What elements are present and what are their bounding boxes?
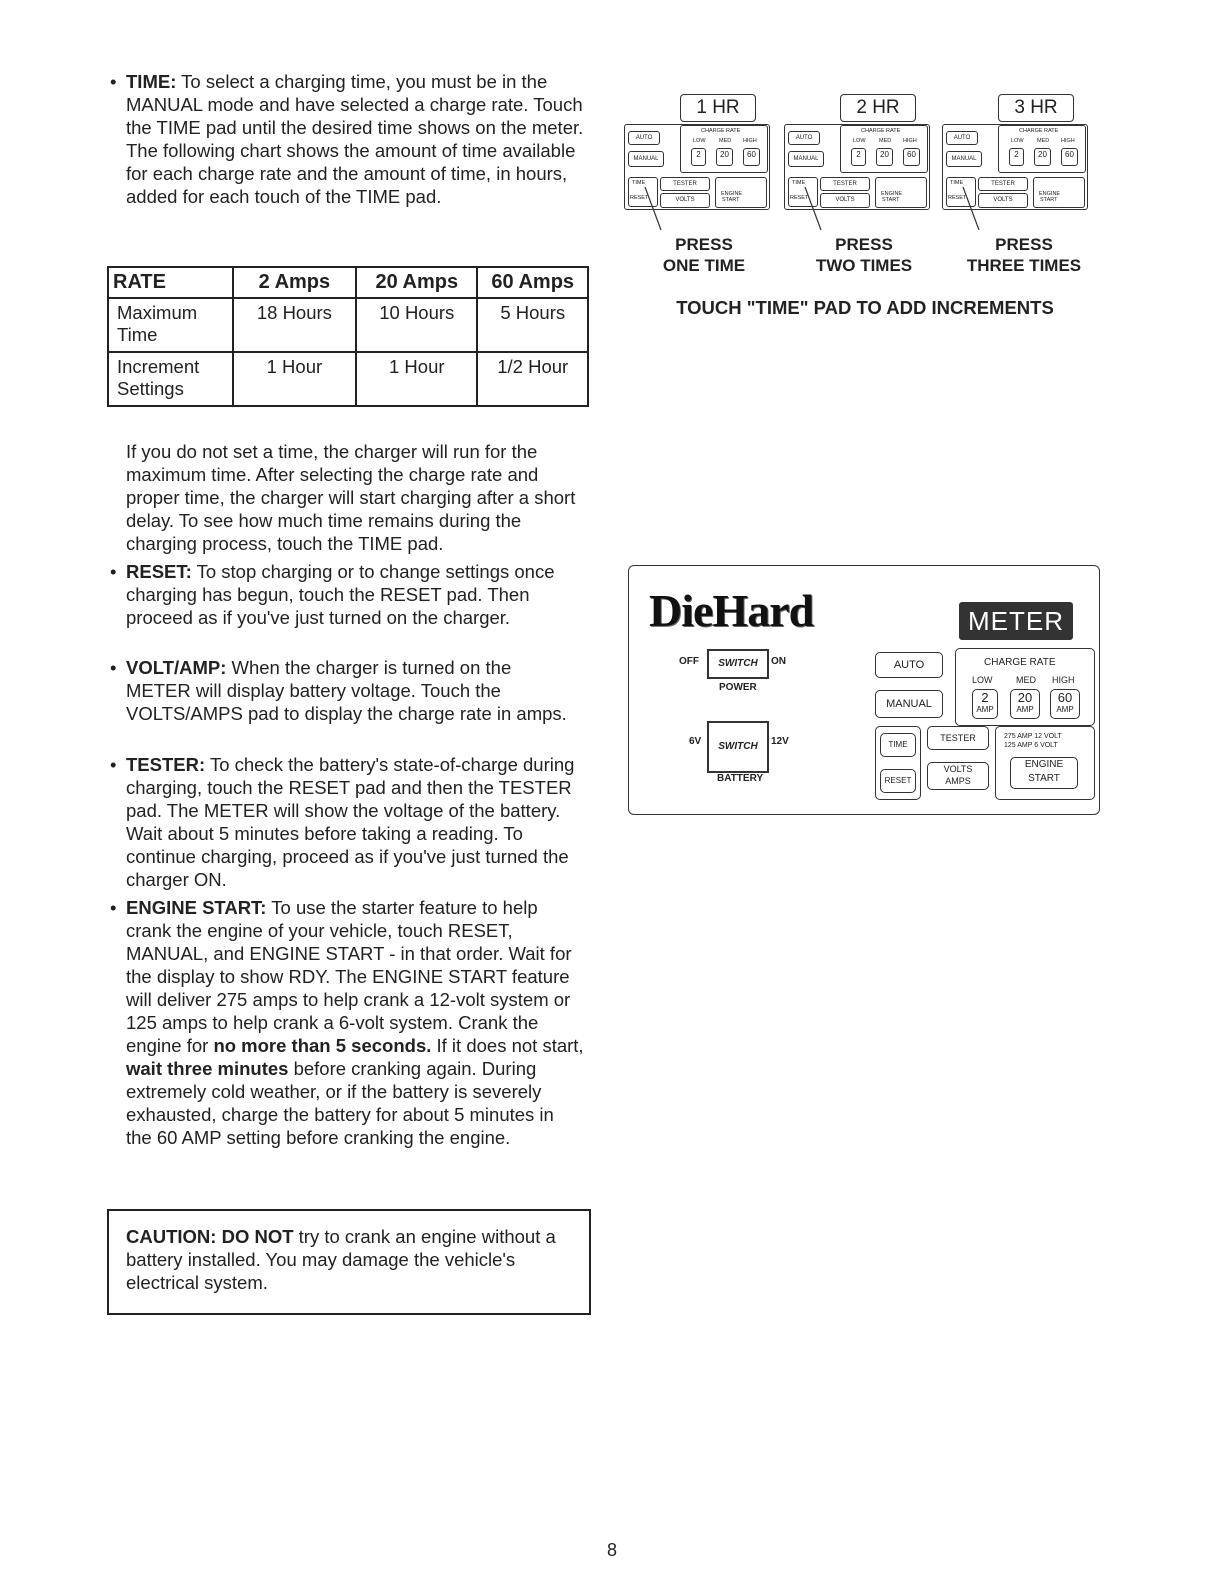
manual-pad[interactable]: MANUAL: [875, 690, 943, 718]
mini-engine-label: ENGINE: [1039, 191, 1061, 197]
mini-charge-rate-label: CHARGE RATE: [701, 128, 741, 134]
hour-display: 2 HR: [840, 94, 916, 122]
rate-20-pad[interactable]: [1010, 689, 1040, 719]
engine-warning: no more than 5 seconds.: [213, 1035, 432, 1056]
voltamp-heading: VOLT/AMP:: [126, 657, 227, 678]
amps-label: AMPS: [945, 776, 971, 786]
press-count: THREE TIMES: [966, 256, 1082, 275]
mini-panel-2: [784, 94, 930, 208]
rate-2-value: 2: [981, 690, 989, 705]
caution-emphasis: DO NOT: [221, 1226, 294, 1247]
mini-low: LOW: [853, 138, 866, 144]
mini-time-label: TIME: [950, 180, 964, 186]
mini-time-label: TIME: [792, 180, 806, 186]
mini-volts-pad: VOLTS: [660, 193, 710, 208]
rate-2-unit: AMP: [976, 705, 994, 714]
power-switch[interactable]: SWITCH: [707, 649, 769, 679]
bullet-icon: •: [110, 561, 117, 582]
press-count: TWO TIMES: [815, 256, 913, 275]
table-cell: 1 Hour: [233, 352, 356, 406]
voltamp-text: When the charger is turned on the METER will display battery voltage. Touch the VOLTS/AMPS pad to display the charge rate in amps.: [126, 657, 567, 724]
mini-rate-60: 60: [903, 148, 920, 166]
tester-text: To check the battery's state-of-charge during charging, touch the RESET pad and then the TESTER pad. The METER will show the voltage of the battery. Wait about 5 minutes before taking a reading. To continue charging, proceed as if you've just turned the charger ON.: [126, 754, 575, 890]
hour-display: 3 HR: [998, 94, 1074, 122]
caution-box: [107, 1209, 591, 1315]
header-cell: 2 Amps: [233, 267, 356, 298]
mini-med: MED: [879, 138, 892, 144]
table-row: [108, 352, 588, 406]
mini-med: MED: [1037, 138, 1050, 144]
engine-275-label: 275 AMP 12 VOLT: [1004, 733, 1062, 740]
diehard-logo: DieHard: [649, 585, 814, 636]
power-label: POWER: [719, 682, 757, 693]
pointer-line: [943, 125, 1087, 235]
table-cell: 10 Hours: [356, 298, 477, 352]
time-text: To select a charging time, you must be in the MANUAL mode and have selected a charge rate. Touch the TIME pad until the desired time shows on the meter. The following chart shows the amount of time available for each charge rate and the amount of time, in hours, added for each touch of the TIME pad.: [126, 71, 584, 207]
battery-switch[interactable]: SWITCH: [707, 721, 769, 773]
table-row: [108, 298, 588, 352]
mini-tester-pad: TESTER: [978, 177, 1028, 191]
rate-60-unit: AMP: [1056, 705, 1074, 714]
rate-table: [107, 266, 589, 407]
charger-control-panel: [628, 565, 1100, 815]
mini-panel-3: [942, 94, 1088, 208]
mini-high: HIGH: [903, 138, 917, 144]
reset-heading: RESET:: [126, 561, 192, 582]
bullet-icon: •: [110, 71, 117, 92]
rate-60-pad[interactable]: [1050, 689, 1080, 719]
mini-panel-1: [624, 94, 770, 208]
volts-label: VOLTS: [943, 764, 973, 774]
mini-control-panel: [624, 124, 770, 210]
page-number: 8: [606, 1540, 617, 1560]
mini-manual-pad: MANUAL: [628, 151, 664, 167]
hour-display: 1 HR: [680, 94, 756, 122]
reset-pad[interactable]: RESET: [880, 769, 916, 793]
mini-auto-pad: AUTO: [946, 131, 978, 145]
row-label: Maximum Time: [108, 298, 233, 352]
charge-rate-box: [955, 648, 1095, 726]
mini-tester-pad: TESTER: [660, 177, 710, 191]
mini-manual-pad: MANUAL: [788, 151, 824, 167]
volts-amps-pad[interactable]: [927, 762, 989, 790]
time-pad[interactable]: TIME: [880, 733, 916, 757]
pointer-line: [625, 125, 769, 235]
mini-charge-rate-label: CHARGE RATE: [1019, 128, 1059, 134]
pointer-line: [785, 125, 929, 235]
bullet-icon: •: [110, 657, 117, 678]
voltamp-paragraph: [110, 656, 581, 725]
press-word: PRESS: [675, 235, 733, 254]
engine-text: before cranking again. During extremely cold weather, or if the battery is severely exhausted, charge the battery for about 5 minutes in the 60 AMP setting before cranking the engine.: [126, 1058, 554, 1148]
caution-heading: CAUTION:: [126, 1226, 217, 1247]
reset-paragraph: [110, 560, 581, 629]
press-label-3: [956, 234, 1092, 276]
start-label: START: [1028, 773, 1060, 784]
mini-control-panel: [784, 124, 930, 210]
time-heading: TIME:: [126, 71, 177, 92]
engine-heading: ENGINE START:: [126, 897, 267, 918]
mini-reset-label: RESET: [630, 195, 649, 201]
mini-high: HIGH: [1061, 138, 1075, 144]
press-label-2: [804, 234, 924, 276]
press-count: ONE TIME: [662, 256, 746, 275]
table-cell: 18 Hours: [233, 298, 356, 352]
mini-auto-pad: AUTO: [628, 131, 660, 145]
table-cell: 5 Hours: [477, 298, 588, 352]
header-cell: 20 Amps: [356, 267, 477, 298]
no-time-paragraph: If you do not set a time, the charger will run for the maximum time. After selecting the charge rate and proper time, the charger will start charging after a short delay. To see how much time remains during the charging process, touch the TIME pad.: [126, 441, 576, 554]
rate-table-header: [108, 267, 588, 298]
mini-volts-pad: VOLTS: [978, 193, 1028, 208]
mini-auto-pad: AUTO: [788, 131, 820, 145]
engine-warning: wait three minutes: [126, 1058, 289, 1079]
high-label: HIGH: [1052, 675, 1075, 685]
engine-text: To use the starter feature to help crank the engine of your vehicle, touch RESET, MANUAL, and ENGINE START - in that order. Wait for the display to show RDY. The ENGINE START feature will deliver 275 amps to help crank a 12-volt system or 125 amps to help crank a 6-volt system. Crank the engine for: [126, 897, 572, 1056]
mini-start-label: START: [882, 197, 900, 203]
mini-med: MED: [719, 138, 732, 144]
mini-rate-20: 20: [716, 148, 733, 166]
mini-manual-pad: MANUAL: [946, 151, 982, 167]
mini-rate-2: 2: [851, 148, 866, 166]
table-cell: 1 Hour: [356, 352, 477, 406]
mini-control-panel: [942, 124, 1088, 210]
bullet-icon: •: [110, 897, 117, 918]
mini-rate-2: 2: [691, 148, 706, 166]
time-paragraph: [110, 70, 588, 208]
caution-text-block: [126, 1225, 576, 1294]
mini-high: HIGH: [743, 138, 757, 144]
mini-low: LOW: [1011, 138, 1024, 144]
auto-pad[interactable]: AUTO: [875, 652, 943, 678]
mini-rate-20: 20: [876, 148, 893, 166]
tester-heading: TESTER:: [126, 754, 206, 775]
mini-rate-2: 2: [1009, 148, 1024, 166]
mini-time-label: TIME: [632, 180, 646, 186]
six-volt-label: 6V: [689, 736, 702, 747]
rate-20-unit: AMP: [1016, 705, 1034, 714]
table-cell: 1/2 Hour: [477, 352, 588, 406]
figure-caption: TOUCH "TIME" PAD TO ADD INCREMENTS: [676, 297, 1054, 318]
mini-tester-pad: TESTER: [820, 177, 870, 191]
mini-start-label: START: [722, 197, 740, 203]
mini-reset-label: RESET: [790, 195, 809, 201]
mini-reset-label: RESET: [948, 195, 967, 201]
rate-60-value: 60: [1057, 690, 1073, 705]
header-cell: 60 Amps: [477, 267, 588, 298]
mini-start-label: START: [1040, 197, 1058, 203]
mini-volts-pad: VOLTS: [820, 193, 870, 208]
caution-text: try to crank an engine without a battery installed. You may damage the vehicle's electrical system.: [126, 1226, 556, 1293]
press-word: PRESS: [995, 235, 1053, 254]
mini-charge-rate-label: CHARGE RATE: [861, 128, 901, 134]
charge-rate-label: CHARGE RATE: [984, 657, 1056, 668]
tester-pad[interactable]: TESTER: [927, 726, 989, 750]
engine-label: ENGINE: [1024, 759, 1064, 770]
mini-rate-60: 60: [1061, 148, 1078, 166]
time-reset-box: [875, 726, 921, 800]
engine-125-label: 125 AMP 6 VOLT: [1004, 742, 1058, 749]
meter-display: METER: [959, 602, 1073, 640]
mini-low: LOW: [693, 138, 706, 144]
on-label: ON: [771, 656, 786, 667]
engine-start-paragraph: [110, 896, 584, 1149]
row-label: Increment Settings: [108, 352, 233, 406]
med-label: MED: [1016, 675, 1036, 685]
mini-rate-20: 20: [1034, 148, 1051, 166]
rate-2-pad[interactable]: [972, 689, 998, 719]
bullet-icon: •: [110, 754, 117, 775]
engine-start-pad[interactable]: [1010, 757, 1078, 789]
off-label: OFF: [679, 656, 699, 667]
rate-20-value: 20: [1017, 690, 1033, 705]
time-increment-figure: [624, 94, 1096, 275]
engine-text: If it does not start,: [436, 1035, 584, 1056]
press-label-1: [644, 234, 764, 276]
press-word: PRESS: [835, 235, 893, 254]
low-label: LOW: [972, 675, 993, 685]
battery-label: BATTERY: [717, 773, 764, 784]
mini-engine-label: ENGINE: [881, 191, 903, 197]
mini-rate-60: 60: [743, 148, 760, 166]
twelve-volt-label: 12V: [771, 736, 789, 747]
engine-start-box: [995, 726, 1095, 800]
header-cell: RATE: [108, 267, 233, 298]
reset-text: To stop charging or to change settings once charging has begun, touch the RESET pad. Then proceed as if you've just turned on the charger.: [126, 561, 555, 628]
mini-engine-label: ENGINE: [721, 191, 743, 197]
tester-paragraph: [110, 753, 581, 891]
